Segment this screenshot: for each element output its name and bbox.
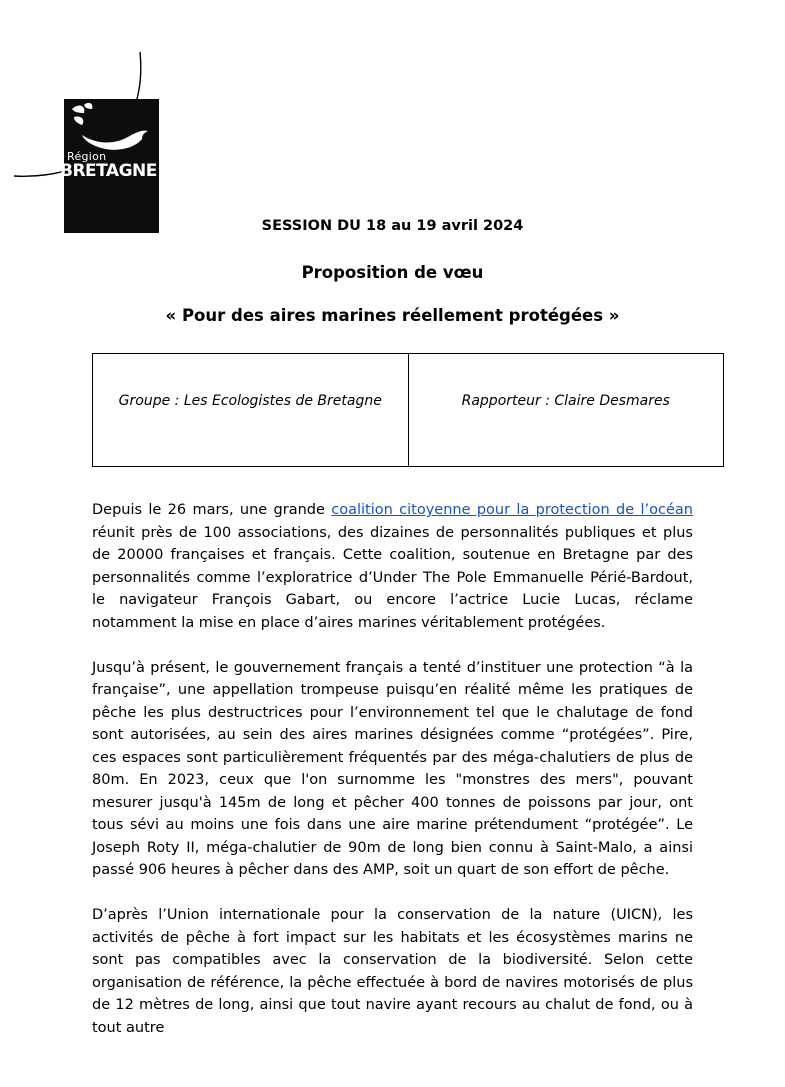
logo-region-text: Région (67, 150, 107, 163)
body-text (92, 499, 693, 1062)
paragraph-3: D’après l’Union internationale pour la conservation de la nature (UICN), les activités de pêche à fort impact sur les habitats et les écosystèmes marins ne sont pas compatibles avec la conservation de la biodiversité. Selon cette organisation de référence, la pêche effectuée à bord de navires motorisés de plus de 12 mètres de long, ainsi que tout navire ayant recours au chalut de fond, ou à tout autre (92, 907, 693, 1036)
session-heading: SESSION DU 18 au 19 avril 2024 (261, 218, 524, 234)
info-table (92, 353, 724, 467)
paragraph-1-end: réunit près de 100 associations, des dizaines de personnalités publiques et plus de 20000 françaises et français. Cette coalition, soutenue en Bretagne par des personnalités comme l’exploratrice d’Under The Pole Emmanuelle Périé-Bardout, le navigateur François Gabart, ou encore l’actrice Lucie Lucas, réclame notamment la mise en place d’aires marines véritablement protégées. (92, 524, 693, 631)
coalition-link[interactable]: coalition citoyenne pour la protection de l’océan (331, 502, 693, 518)
region-bretagne-logo (14, 52, 157, 187)
rapporteur-cell: Rapporteur : Claire Desmares (408, 354, 724, 466)
proposition-heading: Proposition de vœu (301, 263, 484, 282)
logo-name-text: BRETAGNE (60, 161, 157, 181)
paragraph-1-start: Depuis le 26 mars, une grande (92, 502, 332, 518)
paragraph-2: Jusqu’à présent, le gouvernement français a tenté d’instituer une protection “à la française”, une appellation trompeuse puisqu’en réalité même les pratiques de pêche les plus destructrices pour l’environnement tel que le chalutage de fond sont autorisées, au sein des aires marines désignées comme “protégées”. Pire, ces espaces sont particulièrement fréquentés par des méga-chalutiers de plus de 80m. En 2023, ceux que l'on surnomme les "monstres des mers", pouvant mesurer jusqu'à 145m de long et pêcher 400 tonnes de poissons par jour, ont tous sévi au moins une fois dans une aire marine prétendument “protégée”. Le Joseph Roty II, méga-chalutier de 90m de long bien connu à Saint-Malo, a ainsi passé 906 heures à pêcher dans des AMP, soit un quart de son effort de pêche. (92, 659, 693, 878)
page-title: « Pour des aires marines réellement protégées » (165, 306, 620, 325)
groupe-cell: Groupe : Les Ecologistes de Bretagne (118, 393, 382, 409)
paragraph-1 (92, 499, 693, 634)
